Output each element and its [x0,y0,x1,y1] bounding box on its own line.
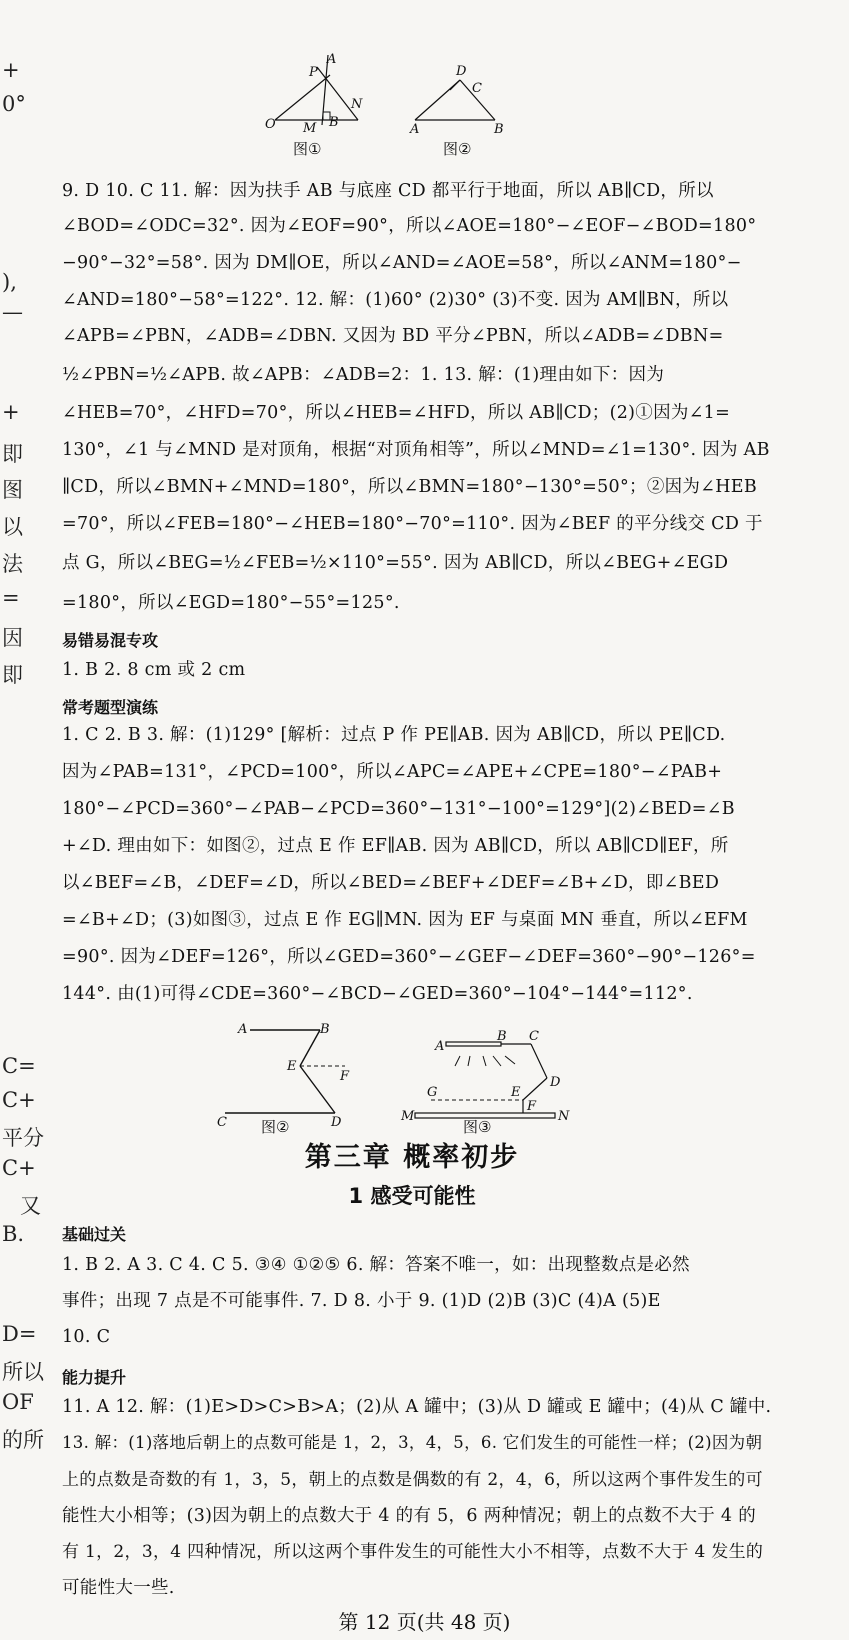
answer-line: =180°，所以∠EGD=180°−55°=125°. [62,593,400,613]
answer-line: =70°，所以∠FEB=180°−∠HEB=180°−70°=110°. 因为∠BEF 的平分线交 CD 于 [62,514,763,534]
edge-fragment: B. [2,1222,25,1246]
answer-line: +∠D. 理由如下：如图②，过点 E 作 EF∥AB. 因为 AB∥CD，所以 AB∥CD∥EF，所 [62,836,729,856]
edge-fragment: 图 [2,478,23,502]
edge-fragment: 因 [2,626,23,650]
fig2b-label: B [320,1022,330,1037]
answer-line: 11. A 12. 解：(1)E>D>C>B>A；(2)从 A 罐中；(3)从 D 罐或 E 罐中；(4)从 C 罐中. [62,1397,772,1417]
fig3-label: A [435,1039,445,1054]
chapter-title: 第三章 概率初步 [304,1142,520,1173]
edge-fragment: + [2,400,20,424]
answer-line: 10. C [62,1327,111,1347]
edge-fragment: + [2,58,20,82]
answer-line: 1. B 2. 8 cm 或 2 cm [62,660,246,680]
edge-fragment: OF [2,1390,34,1414]
fig3-label: F [527,1099,537,1114]
section-heading-nengli: 能力提升 [62,1368,127,1387]
fig3-label: C [529,1029,539,1044]
fig2-label: B [494,122,504,137]
fig3-label: E [511,1085,521,1100]
answer-line: ∠BOD=∠ODC=32°. 因为∠EOF=90°，所以∠AOE=180°−∠EOF−∠BOD=180° [62,216,757,236]
fig1-label: N [351,97,363,112]
fig3-label: B [497,1029,507,1044]
answer-line: 9. D 10. C 11. 解：因为扶手 AB 与底座 CD 都平行于地面，所以 AB∥CD，所以 [62,181,714,201]
edge-fragment: 法 [2,552,23,576]
fig1-label: A [327,52,337,67]
lesson-title: 1 感受可能性 [348,1184,476,1208]
answer-line: −90°−32°=58°. 因为 DM∥OE，所以∠AND=∠AOE=58°，所以∠ANM=180°− [62,253,742,273]
answer-line: ∠AND=180°−58°=122°. 12. 解：(1)60° (2)30° (3)不变. 因为 AM∥BN，所以 [62,290,729,310]
fig2b-label: C [217,1115,227,1130]
fig2b-caption: 图② [261,1118,290,1136]
fig2-label: D [456,64,467,79]
edge-fragment: C+ [2,1156,36,1180]
edge-fragment: 即 [2,663,23,687]
answer-line: =90°. 因为∠DEF=126°，所以∠GED=360°−∠GEF−∠DEF=360°−90°−126°= [62,947,756,967]
edge-fragment: — [2,300,23,324]
fig3-label: D [550,1075,561,1090]
answer-line: 1. C 2. B 3. 解：(1)129° [解析：过点 P 作 PE∥AB. 因为 AB∥CD，所以 PE∥CD. [62,725,726,745]
answer-line: 点 G，所以∠BEG=½∠FEB=½×110°=55°. 因为 AB∥CD，所以∠BEG+∠EGD [62,553,729,573]
section-heading-changkao: 常考题型演练 [62,698,159,717]
answer-line: 13. 解：(1)落地后朝上的点数可能是 1，2，3，4，5，6. 它们发生的可能性一样；(2)因为朝 [62,1433,763,1452]
answer-line: 能性大小相等；(3)因为朝上的点数大于 4 的有 5，6 两种情况；朝上的点数不大于 4 的 [62,1506,756,1526]
fig2-label: C [472,81,482,96]
fig1-caption: 图① [293,140,322,158]
edge-fragment: 平分 [2,1126,44,1150]
fig3-label: G [427,1085,438,1100]
fig1-label: P [309,65,318,80]
edge-fragment: D= [2,1322,37,1346]
fig3-caption: 图③ [463,1118,492,1136]
edge-fragment: 以 [2,515,23,539]
answer-line: ∠APB=∠PBN，∠ADB=∠DBN. 又因为 BD 平分∠PBN，所以∠ADB=∠DBN= [62,326,724,346]
fig2-label: A [410,122,420,137]
answer-line: 130°，∠1 与∠MND 是对顶角，根据“对顶角相等”，所以∠MND=∠1=130°. 因为 AB [62,440,770,460]
edge-fragment: C+ [2,1088,36,1112]
answer-line: 因为∠PAB=131°，∠PCD=100°，所以∠APC=∠APE+∠CPE=180°−∠PAB+ [62,762,723,782]
answer-line: ∠HEB=70°，∠HFD=70°，所以∠HEB=∠HFD，所以 AB∥CD；(2)①因为∠1= [62,403,731,423]
answer-line: 1. B 2. A 3. C 4. C 5. ③④ ①②⑤ 6. 解：答案不唯一，如：出现整数点是必然 [62,1255,690,1275]
edge-fragment: 所以 [2,1360,44,1384]
fig2b-label: A [238,1022,248,1037]
answer-line: ∥CD，所以∠BMN+∠MND=180°，所以∠BMN=180°−130°=50°；②因为∠HEB [62,477,757,497]
answer-line: ½∠PBN=½∠APB. 故∠APB：∠ADB=2：1. 13. 解：(1)理由如下：因为 [62,365,665,385]
fig1-label: B [329,115,339,130]
fig2-caption: 图② [443,140,472,158]
edge-fragment: C= [2,1054,36,1078]
fig2b-label: F [340,1069,350,1084]
fig1-label: M [303,121,317,136]
answer-line: 以∠BEF=∠B，∠DEF=∠D，所以∠BED=∠BEF+∠DEF=∠B+∠D，即∠BED [62,873,720,893]
edge-fragment: 的所 [2,1428,44,1452]
fig3-label: M [401,1109,415,1124]
answer-line: 144°. 由(1)可得∠CDE=360°−∠BCD−∠GED=360°−104°−144°=112°. [62,984,693,1004]
answer-line: 180°−∠PCD=360°−∠PAB−∠PCD=360°−131°−100°=129°](2)∠BED=∠B [62,799,735,819]
edge-fragment: ), [2,270,17,294]
answer-line: 上的点数是奇数的有 1，3，5，朝上的点数是偶数的有 2，4，6，所以这两个事件发生的可 [62,1470,763,1490]
geometry-figures-2-3 [205,1018,605,1136]
geometry-figures-1-2 [265,50,525,170]
fig2b-label: E [287,1059,297,1074]
fig1-label: O [265,117,276,132]
middle-figures [205,1018,605,1136]
answer-line: =∠B+∠D；(3)如图③，过点 E 作 EG∥MN. 因为 EF 与桌面 MN 垂直，所以∠EFM [62,910,748,930]
fig2b-label: D [331,1115,342,1130]
edge-fragment: 又 [20,1194,41,1218]
section-heading-jichu: 基础过关 [62,1225,127,1244]
answer-line: 有 1，2，3，4 四种情况，所以这两个事件发生的可能性大小不相等，点数不大于 4 发生的 [62,1542,764,1562]
top-figures [265,50,525,170]
edge-fragment: = [2,586,20,610]
edge-fragment: 0° [2,92,26,116]
section-heading-yicuo: 易错易混专攻 [62,631,159,650]
page-footer: 第 12 页(共 48 页) [338,1610,511,1634]
edge-fragment: 即 [2,442,23,466]
answer-line: 可能性大一些. [62,1578,175,1598]
fig3-label: N [558,1109,570,1124]
answer-line: 事件；出现 7 点是不可能事件. 7. D 8. 小于 9. (1)D (2)B (3)C (4)A (5)E [62,1291,661,1311]
